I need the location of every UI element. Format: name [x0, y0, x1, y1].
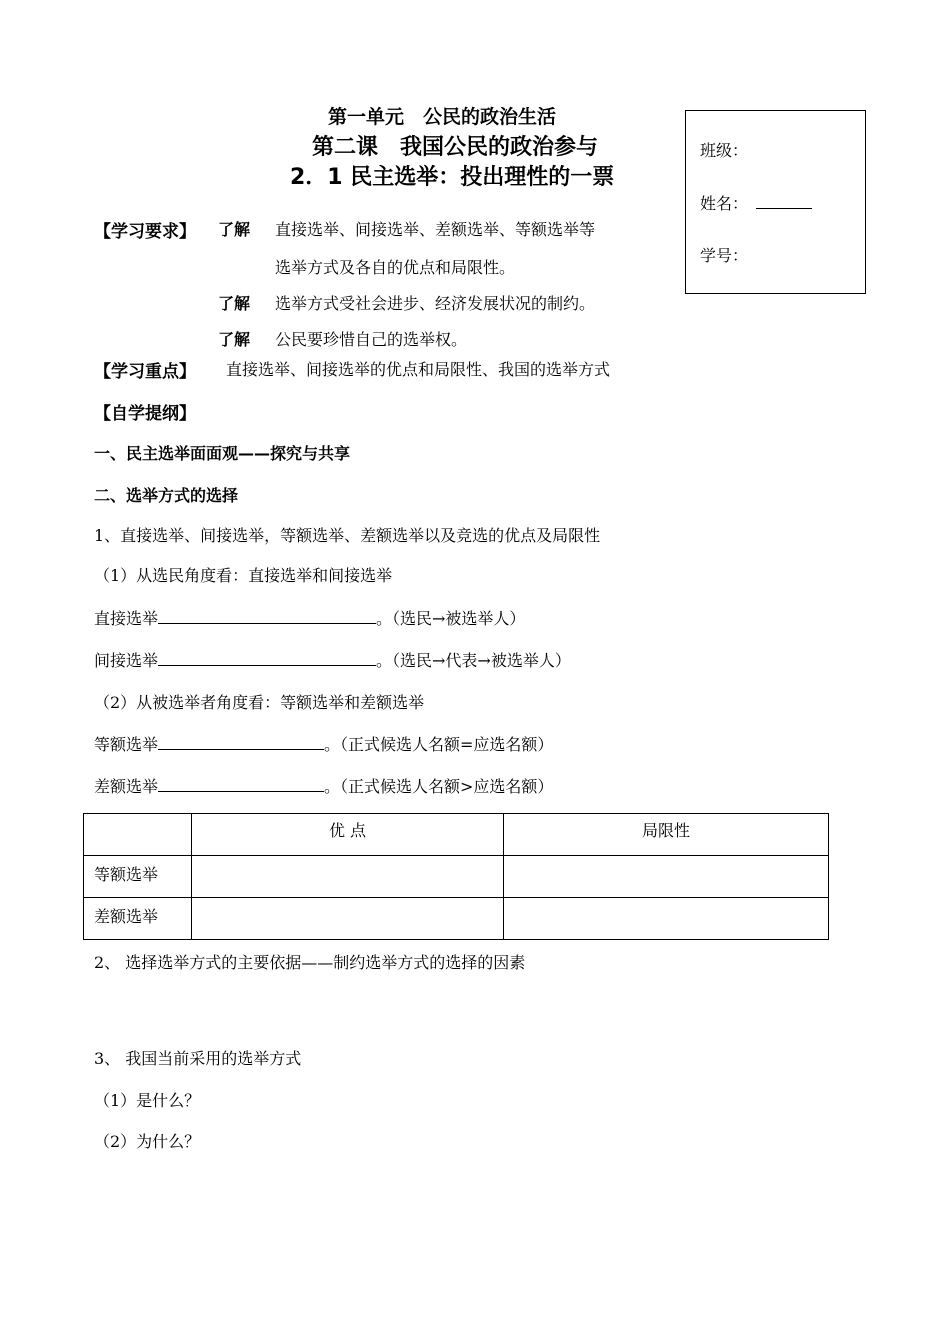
requirement-text-cont: 选举方式及各自的优点和局限性。 [275, 258, 516, 277]
table-row-label: 等额选举 [84, 856, 192, 898]
requirement-text: 选举方式受社会进步、经济发展状况的制约。 [275, 294, 596, 313]
question-2: 2、 选择选举方式的主要依据——制约选举方式的选择的因素 [94, 953, 526, 972]
table-cell[interactable] [504, 856, 829, 898]
outline-heading: 【自学提纲】 [94, 404, 196, 424]
name-label: 姓名： [700, 194, 749, 213]
indirect-election-blank[interactable] [158, 665, 376, 666]
direct-election-note: 。（选民→被选举人） [376, 609, 526, 628]
direct-election-label: 直接选举 [94, 609, 159, 628]
class-label: 班级： [700, 141, 749, 160]
id-label: 学号： [700, 246, 749, 265]
table-header-cell [84, 814, 192, 856]
unit-title: 第一单元 公民的政治生活 [328, 106, 557, 128]
differential-election-line [94, 774, 553, 797]
table-header-row [84, 814, 829, 856]
name-field[interactable] [700, 191, 812, 214]
requirement-verb: 了解 [218, 220, 251, 239]
student-info-box [685, 110, 866, 294]
direct-election-blank[interactable] [158, 623, 376, 624]
equal-election-note: 。（正式候选人名额=应选名额） [324, 735, 554, 754]
direct-election-line [94, 606, 525, 629]
question-3b: （2）为什么？ [94, 1132, 201, 1151]
requirement-text: 公民要珍惜自己的选举权。 [275, 330, 468, 349]
table-row [84, 898, 829, 940]
indirect-election-label: 间接选举 [94, 651, 159, 670]
requirement-text: 直接选举、间接选举、差额选举、等额选举等 [275, 220, 596, 239]
question-3: 3、 我国当前采用的选举方式 [94, 1049, 302, 1068]
table-header-cell: 局限性 [504, 814, 829, 856]
outline-section-1: 一、民主选举面面观——探究与共享 [94, 444, 351, 463]
table-row [84, 856, 829, 898]
name-blank[interactable] [756, 208, 812, 209]
requirement-verb: 了解 [218, 330, 251, 349]
section-title: 2．1 民主选举：投出理性的一票 [290, 165, 615, 190]
equal-election-label: 等额选举 [94, 735, 159, 754]
equal-election-blank[interactable] [158, 749, 324, 750]
outline-section-2: 二、选举方式的选择 [94, 486, 239, 505]
subquestion-2: （2）从被选举者角度看：等额选举和差额选举 [94, 693, 425, 712]
focus-heading: 【学习重点】 [94, 362, 196, 382]
table-header-cell: 优 点 [192, 814, 504, 856]
requirement-verb: 了解 [218, 294, 251, 313]
table-row-label: 差额选举 [84, 898, 192, 940]
table-cell[interactable] [504, 898, 829, 940]
table-cell[interactable] [192, 898, 504, 940]
question-3a: （1）是什么？ [94, 1091, 201, 1110]
table-cell[interactable] [192, 856, 504, 898]
differential-election-blank[interactable] [158, 791, 324, 792]
indirect-election-line [94, 648, 571, 671]
differential-election-note: 。（正式候选人名额>应选名额） [324, 777, 554, 796]
comparison-table [83, 813, 829, 940]
focus-text: 直接选举、间接选举的优点和局限性、我国的选举方式 [226, 360, 611, 379]
equal-election-line [94, 732, 553, 755]
differential-election-label: 差额选举 [94, 777, 159, 796]
subquestion-1: （1）从选民角度看：直接选举和间接选举 [94, 566, 393, 585]
lesson-title: 第二课 我国公民的政治参与 [312, 135, 599, 160]
requirements-heading: 【学习要求】 [94, 222, 196, 242]
question-1: 1、直接选举、间接选举，等额选举、差额选举以及竞选的优点及局限性 [94, 526, 601, 545]
indirect-election-note: 。（选民→代表→被选举人） [376, 651, 571, 670]
